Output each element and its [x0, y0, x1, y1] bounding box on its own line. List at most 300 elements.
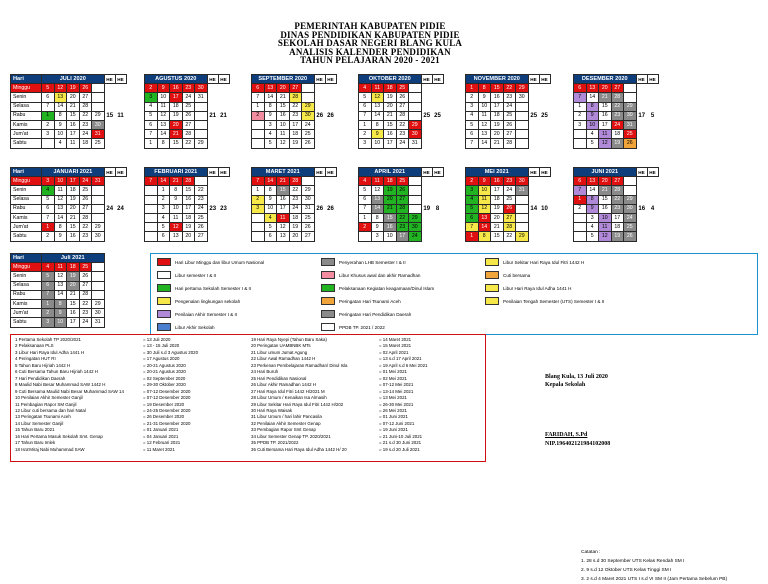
day-label: Rabu — [11, 290, 42, 299]
title-line: TAHUN PELAJARAN 2020 - 2021 — [300, 55, 440, 66]
date-cell: 25 — [624, 223, 637, 232]
date-cell: 25 — [302, 213, 315, 222]
effective-days: 25 — [539, 84, 550, 148]
he-header: HE — [314, 168, 325, 177]
date-cell: 26 — [79, 272, 92, 281]
note-item: 1. 28 s.d 30 September UTS Kelas Rendah SM I — [581, 559, 685, 564]
event-name: 19 Hari Raya Nyepi (Tahun Baru Saka) — [251, 337, 327, 342]
date-cell: 22 — [289, 186, 302, 195]
legend-item — [485, 297, 604, 305]
date-cell: 11 — [478, 111, 491, 120]
event-date: = 07-12 Mei 2021 — [379, 382, 414, 388]
he-header: HE — [218, 168, 229, 177]
date-cell: 28 — [611, 93, 624, 102]
day-label: Kamis — [11, 299, 42, 308]
date-cell: 10 — [277, 120, 290, 129]
he-header: HE — [539, 168, 550, 177]
date-cell — [92, 204, 105, 213]
date-cell: 6 — [466, 213, 479, 222]
month-calendar — [251, 167, 337, 242]
legend-swatch — [321, 323, 335, 331]
date-cell: 20 — [491, 130, 504, 139]
date-cell: 13 — [371, 102, 384, 111]
day-label: Minggu — [11, 263, 42, 272]
effective-days: 15 — [104, 84, 115, 148]
date-cell: 7 — [252, 93, 265, 102]
date-cell: 23 — [79, 232, 92, 241]
date-cell: 24 — [503, 186, 516, 195]
date-cell: 29 — [516, 232, 529, 241]
date-cell: 20 — [599, 177, 612, 186]
date-cell: 28 — [182, 177, 195, 186]
date-cell: 12 — [54, 272, 67, 281]
date-cell: 16 — [384, 223, 397, 232]
event-name: 27 Hari Raya Idul Fitri 1442 H/2021 M — [251, 388, 325, 394]
date-cell — [409, 195, 422, 204]
date-cell: 21 — [67, 290, 80, 299]
date-cell: 3 — [42, 177, 55, 186]
date-cell: 7 — [145, 130, 158, 139]
date-cell: 5 — [359, 186, 372, 195]
date-cell: 19 — [384, 93, 397, 102]
legend-swatch — [321, 271, 335, 279]
event-name: 22 Libur Awal Ramadhan 1442 H — [251, 356, 316, 362]
date-cell: 4 — [359, 177, 372, 186]
date-cell: 18 — [67, 263, 80, 272]
date-cell: 27 — [79, 93, 92, 102]
date-cell: 2 — [466, 177, 479, 186]
date-cell: 12 — [277, 223, 290, 232]
date-cell: 26 — [182, 111, 195, 120]
event-date: = 15 Maret 2021 — [379, 343, 412, 349]
date-cell: 9 — [54, 232, 67, 241]
date-cell — [409, 204, 422, 213]
date-cell: 23 — [611, 111, 624, 120]
date-cell: 10 — [478, 102, 491, 111]
effective-days: 17 — [636, 84, 647, 148]
date-cell: 4 — [42, 263, 55, 272]
date-cell: 7 — [466, 223, 479, 232]
day-label: Senin — [11, 272, 42, 281]
date-cell: 19 — [611, 139, 624, 148]
legend-label: Penyerahan LHB Semester I & II — [339, 259, 406, 265]
date-cell: 19 — [289, 223, 302, 232]
date-cell — [624, 93, 637, 102]
date-cell: 1 — [252, 102, 265, 111]
date-cell: 26 — [79, 84, 92, 93]
month-header: AGUSTUS 2020 — [145, 75, 208, 84]
date-cell: 18 — [491, 195, 504, 204]
date-cell: 11 — [67, 139, 80, 148]
event-name: 12 Libur cuti bersama dan hari Natal — [15, 407, 86, 413]
date-cell: 20 — [67, 204, 80, 213]
date-cell — [409, 111, 422, 120]
date-cell: 15 — [384, 213, 397, 222]
date-cell: 5 — [42, 272, 55, 281]
date-cell: 28 — [289, 93, 302, 102]
date-cell: 9 — [371, 223, 384, 232]
date-cell: 18 — [289, 130, 302, 139]
event-name: 21 Libur umum Jumat Agung — [251, 349, 308, 355]
event-name: 5 Tahun Baru Hijriah 1442 H — [15, 362, 71, 368]
effective-days: 16 — [636, 177, 647, 241]
date-cell: 26 — [624, 232, 637, 241]
date-cell: 31 — [92, 318, 105, 327]
date-cell: 23 — [79, 120, 92, 129]
effective-days: 23 — [207, 177, 218, 241]
legend-swatch — [321, 258, 335, 266]
date-cell: 6 — [264, 232, 277, 241]
date-cell: 15 — [277, 102, 290, 111]
he-header: HE — [218, 75, 229, 84]
date-cell: 17 — [289, 120, 302, 129]
date-cell: 24 — [396, 139, 409, 148]
date-cell: 1 — [42, 111, 55, 120]
event-date: = 07-12 Desember 2020 — [143, 388, 191, 394]
date-cell — [574, 213, 587, 222]
date-cell: 26 — [302, 139, 315, 148]
date-cell: 25 — [182, 102, 195, 111]
date-cell: 1 — [574, 102, 587, 111]
date-cell: 17 — [491, 186, 504, 195]
event-name: 23 Perkenan Pembelajaran Ramadhan/ Dinul Isla — [251, 362, 348, 368]
legend-label: Libur Hari Raya Idul Adha 1441 H — [503, 285, 572, 291]
effective-days: 8 — [432, 177, 443, 241]
event-name: 3 Libur Hari Raya Idul Adha 1441 H — [15, 349, 85, 355]
event-date: = 20-21 Agustus 2020 — [143, 362, 186, 368]
date-cell: 2 — [157, 195, 170, 204]
date-cell: 26 — [396, 186, 409, 195]
effective-days: 10 — [539, 177, 550, 241]
date-cell: 17 — [396, 232, 409, 241]
date-cell: 1 — [42, 223, 55, 232]
event-name: 31 Libur Umum / hari lahir Pancasila — [251, 414, 322, 420]
event-name: 29 Libur Sekitar Hari Raya Idul Fitri 1442 H/202 — [251, 401, 344, 407]
date-cell: 12 — [371, 186, 384, 195]
event-date: = 13 Juli 2020 — [143, 337, 171, 342]
effective-days: 21 — [218, 84, 229, 148]
date-cell — [302, 93, 315, 102]
event-name: 14 Libur Semester Ganjil — [15, 420, 64, 426]
month-calendar — [144, 167, 230, 242]
date-cell: 13 — [586, 84, 599, 93]
date-cell: 30 — [92, 232, 105, 241]
date-cell: 29 — [516, 84, 529, 93]
date-cell: 2 — [252, 195, 265, 204]
he-header: HE — [207, 168, 218, 177]
date-cell: 12 — [599, 232, 612, 241]
legend-item — [157, 310, 237, 318]
date-cell: 17 — [67, 318, 80, 327]
event-name: 2 Pelaksanaan PLS — [15, 343, 54, 349]
date-cell — [574, 223, 587, 232]
date-cell — [516, 204, 529, 213]
date-cell: 8 — [54, 223, 67, 232]
date-cell: 21 — [277, 177, 290, 186]
note-item: 3. 2 s.d 4 Maret 2021 UTS I s.d VI SM II (Jam Pertama Sebelum PB) — [581, 577, 728, 582]
date-cell: 27 — [503, 130, 516, 139]
date-cell — [145, 223, 158, 232]
date-cell: 25 — [396, 84, 409, 93]
date-cell: 4 — [264, 213, 277, 222]
legend-item — [157, 284, 251, 292]
he-header: HE — [647, 75, 658, 84]
he-header: HE — [207, 75, 218, 84]
date-cell: 3 — [466, 102, 479, 111]
event-date: = 01 Juni 2021 — [379, 414, 408, 420]
date-cell — [516, 120, 529, 129]
date-cell — [92, 272, 105, 281]
event-date: = 19 Juni 2021 — [379, 427, 408, 433]
event-date: = 20-21 Agustus 2020 — [143, 369, 186, 375]
date-cell — [624, 84, 637, 93]
effective-days: 21 — [207, 84, 218, 148]
date-cell: 20 — [277, 84, 290, 93]
date-cell: 6 — [359, 102, 372, 111]
legend-item — [321, 271, 420, 279]
date-cell: 30 — [92, 120, 105, 129]
month-calendar — [465, 74, 551, 149]
date-cell: 24 — [503, 102, 516, 111]
effective-days: 24 — [104, 177, 115, 241]
date-cell — [574, 130, 587, 139]
date-cell: 13 — [170, 232, 183, 241]
date-cell: 1 — [359, 213, 372, 222]
date-cell — [252, 213, 265, 222]
date-cell: 12 — [157, 111, 170, 120]
event-date: = 30 Juli s.d 3 Agustus 2020 — [143, 349, 199, 355]
date-cell: 8 — [54, 299, 67, 308]
date-cell: 15 — [599, 195, 612, 204]
date-cell: 14 — [54, 102, 67, 111]
date-cell: 3 — [157, 204, 170, 213]
legend-swatch — [485, 258, 499, 266]
date-cell: 22 — [79, 299, 92, 308]
event-date: = 21 s.d 30 Juni 2021 — [379, 440, 422, 446]
date-cell: 12 — [599, 139, 612, 148]
he-header: HE — [528, 75, 539, 84]
he-header: HE — [432, 75, 443, 84]
event-date: = 26 Desember 2020 — [143, 414, 185, 420]
date-cell: 2 — [252, 111, 265, 120]
date-cell: 4 — [586, 130, 599, 139]
date-cell: 30 — [516, 177, 529, 186]
date-cell: 7 — [359, 204, 372, 213]
date-cell: 12 — [371, 93, 384, 102]
date-cell: 13 — [54, 93, 67, 102]
date-cell: 7 — [42, 213, 55, 222]
date-cell: 29 — [624, 102, 637, 111]
date-cell — [516, 195, 529, 204]
event-name: 8 Maulid Nabi Besar Muhammad SAW 1442 H — [15, 382, 106, 388]
date-cell: 22 — [396, 120, 409, 129]
date-cell — [409, 102, 422, 111]
event-date: = 21 Juni-10 Juli 2021 — [379, 433, 423, 439]
date-cell: 19 — [491, 120, 504, 129]
event-date: = 29-30 Oktober 2020 — [143, 382, 186, 388]
legend-item — [485, 271, 530, 279]
event-date: = 19 April s.d 6 Mei 2021 — [379, 362, 428, 368]
effective-days: 25 — [432, 84, 443, 148]
date-cell: 21 — [599, 93, 612, 102]
effective-days: 5 — [647, 84, 658, 148]
date-cell — [145, 232, 158, 241]
date-cell: 24 — [409, 232, 422, 241]
legend-swatch — [321, 284, 335, 292]
date-cell: 18 — [611, 223, 624, 232]
day-label: Jum'at — [11, 309, 42, 318]
date-cell: 21 — [599, 186, 612, 195]
date-cell: 5 — [42, 84, 55, 93]
date-cell — [516, 139, 529, 148]
effective-days: 26 — [325, 84, 336, 148]
date-cell: 1 — [466, 84, 479, 93]
date-cell: 5 — [466, 204, 479, 213]
date-cell: 22 — [182, 139, 195, 148]
date-cell: 4 — [264, 130, 277, 139]
date-cell: 6 — [359, 195, 372, 204]
date-cell: 3 — [466, 186, 479, 195]
legend-item — [157, 323, 215, 331]
date-cell: 11 — [54, 186, 67, 195]
date-cell: 2 — [466, 93, 479, 102]
title-line: ANALISIS KALENDER PENDIDIKAN — [289, 46, 451, 57]
date-cell: 25 — [79, 263, 92, 272]
date-cell — [409, 84, 422, 93]
event-date: = 17 Agustus 2020 — [143, 356, 180, 362]
date-cell — [516, 130, 529, 139]
event-date: = 02 September 2020 — [143, 375, 186, 381]
date-cell: 18 — [491, 111, 504, 120]
day-label: Jum'at — [11, 130, 42, 139]
date-cell: 28 — [182, 130, 195, 139]
date-cell: 2 — [42, 232, 55, 241]
legend-swatch — [157, 271, 171, 279]
date-cell: 17 — [611, 213, 624, 222]
date-cell: 6 — [42, 281, 55, 290]
legend-label: Pengenalan lingkungan sekolah — [175, 298, 241, 304]
date-cell: 8 — [157, 139, 170, 148]
date-cell: 15 — [170, 139, 183, 148]
date-cell — [574, 232, 587, 241]
date-cell: 31 — [516, 186, 529, 195]
date-cell: 13 — [371, 195, 384, 204]
effective-days: 25 — [421, 84, 432, 148]
date-cell: 5 — [264, 223, 277, 232]
day-label: Senin — [11, 186, 42, 195]
date-cell: 18 — [79, 139, 92, 148]
date-cell: 22 — [79, 223, 92, 232]
date-cell: 11 — [478, 195, 491, 204]
date-cell: 18 — [170, 102, 183, 111]
date-cell: 23 — [611, 204, 624, 213]
legend-swatch — [485, 297, 499, 305]
he-header: HE — [647, 168, 658, 177]
date-cell: 31 — [624, 120, 637, 129]
date-cell — [145, 195, 158, 204]
date-cell: 18 — [67, 186, 80, 195]
legend-swatch — [157, 258, 171, 266]
date-cell: 24 — [182, 93, 195, 102]
date-cell: 19 — [289, 139, 302, 148]
date-cell — [195, 130, 208, 139]
date-cell — [516, 111, 529, 120]
date-cell: 9 — [157, 84, 170, 93]
legend-item — [321, 323, 385, 331]
date-cell: 8 — [264, 186, 277, 195]
date-cell: 5 — [359, 93, 372, 102]
day-label: Kamis — [11, 213, 42, 222]
he-header: HE — [528, 168, 539, 177]
date-cell: 21 — [491, 139, 504, 148]
date-cell: 6 — [42, 93, 55, 102]
legend-swatch — [485, 271, 499, 279]
date-cell: 15 — [182, 186, 195, 195]
date-cell: 14 — [478, 223, 491, 232]
date-cell: 21 — [277, 93, 290, 102]
legend-item — [321, 284, 434, 292]
month-header: JUNI 2021 — [574, 168, 637, 177]
date-cell: 16 — [277, 111, 290, 120]
date-cell: 5 — [586, 232, 599, 241]
date-cell: 30 — [302, 111, 315, 120]
legend-label: Cuti bersama — [503, 272, 531, 278]
date-cell: 29 — [92, 299, 105, 308]
date-cell — [252, 139, 265, 148]
effective-days: 25 — [528, 84, 539, 148]
date-cell: 28 — [79, 213, 92, 222]
date-cell: 30 — [92, 309, 105, 318]
date-cell: 10 — [54, 177, 67, 186]
event-name: 6 Cuti Bersama Tahun Baru Hijriah 1442 H — [15, 369, 98, 375]
date-cell: 5 — [145, 111, 158, 120]
date-cell: 4 — [466, 195, 479, 204]
legend-label: Libur Khusus awal dan akhir Ramadhan — [339, 272, 421, 278]
date-cell: 22 — [503, 232, 516, 241]
date-cell: 27 — [289, 84, 302, 93]
date-cell — [92, 102, 105, 111]
date-cell: 19 — [611, 232, 624, 241]
date-cell: 26 — [79, 195, 92, 204]
date-cell: 10 — [157, 93, 170, 102]
date-cell — [516, 213, 529, 222]
date-cell — [516, 223, 529, 232]
date-cell: 16 — [67, 309, 80, 318]
date-cell: 30 — [409, 223, 422, 232]
date-cell: 25 — [302, 130, 315, 139]
date-cell: 25 — [396, 177, 409, 186]
date-cell — [92, 281, 105, 290]
day-label: Minggu — [11, 84, 42, 93]
date-cell: 11 — [277, 130, 290, 139]
date-cell — [359, 232, 372, 241]
month-calendar — [10, 74, 127, 149]
date-cell: 15 — [277, 186, 290, 195]
date-cell: 23 — [396, 223, 409, 232]
effective-days: 11 — [115, 84, 126, 148]
date-cell — [624, 186, 637, 195]
month-calendar — [144, 74, 230, 149]
date-cell: 18 — [611, 130, 624, 139]
sign-role: Kepala Sekolah — [545, 382, 586, 388]
date-cell: 7 — [42, 290, 55, 299]
event-date: = 02 April 2021 — [379, 349, 409, 355]
event-name: 30 Hari Raya Waisak — [251, 407, 293, 413]
month-calendar — [10, 167, 127, 242]
date-cell — [145, 204, 158, 213]
date-cell — [145, 213, 158, 222]
month-header: SEPTEMBER 2020 — [252, 75, 315, 84]
